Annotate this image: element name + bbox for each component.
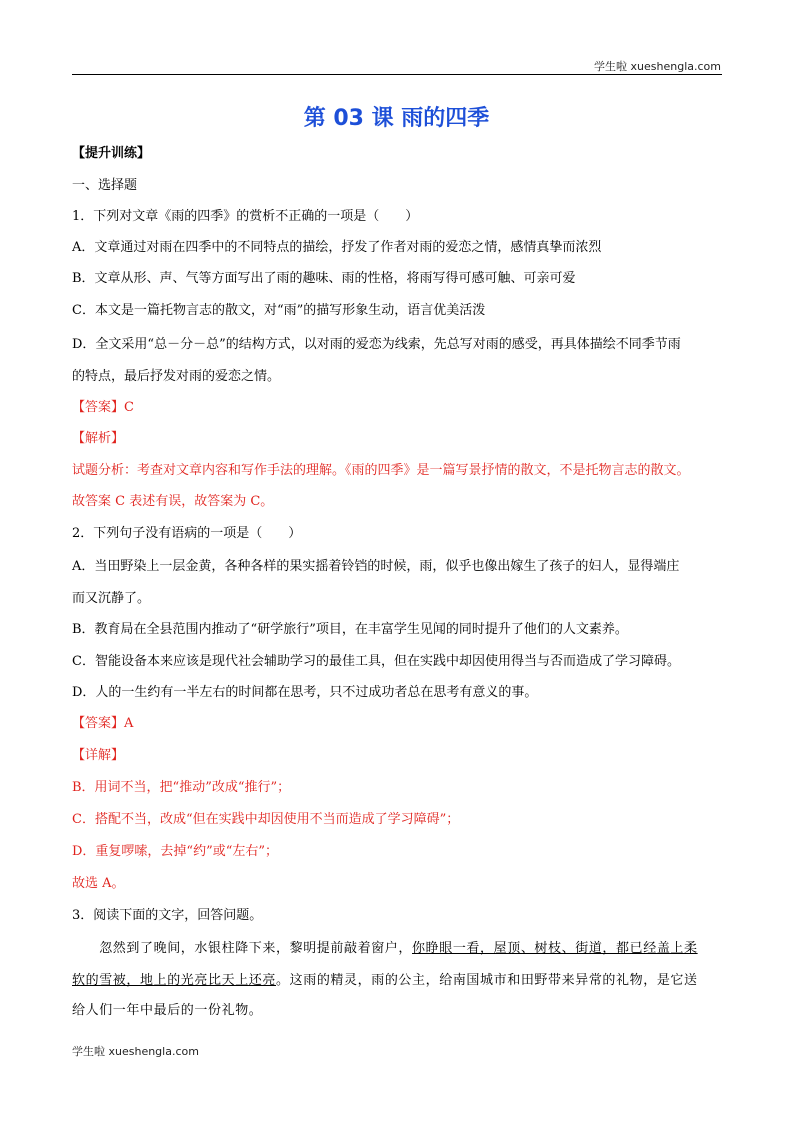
header-divider bbox=[72, 74, 722, 75]
q1-option-b: B．文章从形、声、气等方面写出了雨的趣味、雨的性格，将雨写得可感可触、可亲可爱 bbox=[72, 271, 576, 286]
q1-option-a: A．文章通过对雨在四季中的不同特点的描绘，抒发了作者对雨的爱恋之情，感情真挚而浓烈 bbox=[72, 240, 602, 255]
header-brand: 学生啦 xueshengla.com bbox=[594, 60, 721, 73]
q2-answer: 【答案】A bbox=[72, 716, 134, 731]
q2-stem: 2．下列句子没有语病的一项是（ ） bbox=[72, 526, 302, 541]
q2-detail-c: C．搭配不当，改成“但在实践中却因使用不当而造成了学习障碍”； bbox=[72, 812, 460, 827]
q3-passage-underlined: 软的雪被，地上的光亮比天上还亮 bbox=[72, 973, 277, 988]
q3-passage-line3: 给人们一年中最后的一份礼物。 bbox=[72, 1003, 263, 1018]
q2-option-a-line1: A．当田野染上一层金黄，各种各样的果实摇着铃铛的时候，雨，似乎也像出嫁生了孩子的妇人，显得端庄 bbox=[72, 559, 680, 574]
q2-detail-d: D．重复啰嗦，去掉“约”或“左右”； bbox=[72, 844, 279, 859]
q2-detail-tag: 【详解】 bbox=[72, 748, 125, 763]
q2-option-d: D．人的一生约有一半左右的时间都在思考，只不过成功者总在思考有意义的事。 bbox=[72, 685, 538, 700]
q2-option-c: C．智能设备本来应该是现代社会辅助学习的最佳工具，但在实践中却因使用得当与否而造成了学习障碍。 bbox=[72, 654, 680, 669]
q3-passage-line2 bbox=[72, 973, 698, 989]
part-heading: 一、选择题 bbox=[72, 178, 138, 193]
section-tag: 【提升训练】 bbox=[72, 146, 151, 161]
footer-brand: 学生啦 xueshengla.com bbox=[72, 1045, 199, 1058]
q1-option-d-line2: 的特点，最后抒发对雨的爱恋之情。 bbox=[72, 369, 281, 384]
q1-option-d-line1: D．全文采用“总－分－总”的结构方式，以对雨的爱恋为线索，先总写对雨的感受，再具体描绘不同季节雨 bbox=[72, 337, 681, 352]
q2-option-a-line2: 而又沉静了。 bbox=[72, 591, 151, 606]
q3-stem: 3．阅读下面的文字，回答问题。 bbox=[72, 908, 263, 923]
q3-passage-text: 忽然到了晚间，水银柱降下来，黎明提前敲着窗户， bbox=[72, 941, 413, 956]
q1-analysis-line1: 试题分析：考查对文章内容和写作手法的理解。《雨的四季》是一篇写景抒情的散文，不是托物言志的散文。 bbox=[72, 463, 690, 478]
q1-answer: 【答案】C bbox=[72, 400, 134, 415]
q2-conclusion: 故选 A。 bbox=[72, 876, 125, 891]
q2-option-b: B．教育局在全县范围内推动了“研学旅行”项目，在丰富学生见闻的同时提升了他们的人文素养。 bbox=[72, 622, 628, 637]
q1-analysis-line2: 故答案 C 表述有误，故答案为 C。 bbox=[72, 494, 274, 509]
q3-passage-text: 。这雨的精灵，雨的公主，给南国城市和田野带来异常的礼物，是它送 bbox=[276, 973, 698, 988]
q3-passage-line1 bbox=[72, 941, 698, 957]
q1-analysis-tag: 【解析】 bbox=[72, 431, 125, 446]
q1-stem: 1．下列对文章《雨的四季》的赏析不正确的一项是（ ） bbox=[72, 209, 419, 224]
q2-detail-b: B．用词不当，把“推动”改成“推行”； bbox=[72, 780, 291, 795]
page-title: 第 03 课 雨的四季 bbox=[303, 106, 490, 131]
q1-option-c: C．本文是一篇托物言志的散文，对“雨”的描写形象生动，语言优美活泼 bbox=[72, 303, 486, 318]
q3-passage-underlined: 你睁眼一看，屋顶、树枝、街道，都已经盖上柔 bbox=[412, 941, 698, 956]
